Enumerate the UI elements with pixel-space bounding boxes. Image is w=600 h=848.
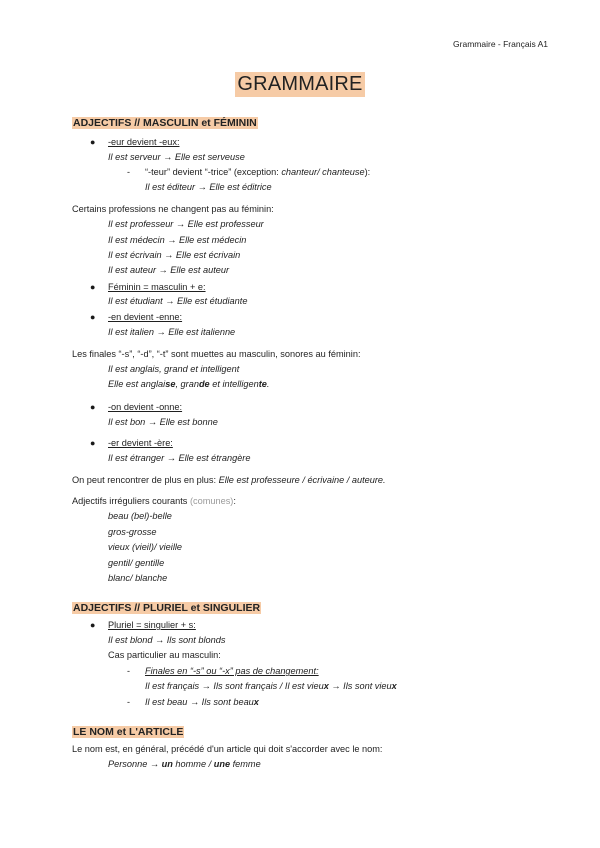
section-heading-masculin-feminin: ADJECTIFS // MASCULIN et FÉMININ: [73, 117, 257, 129]
bullet-dot: ●: [90, 282, 96, 292]
example-teur: Il est éditeur → Elle est éditrice: [145, 182, 272, 192]
rule-eur: -eur devient -eux:: [108, 137, 180, 147]
rule-pluriel: Pluriel = singulier + s:: [108, 620, 196, 630]
rule-finales-s-x: Finales en “-s” ou “-x” pas de changement:: [145, 666, 319, 676]
example-profession: Il est médecin → Elle est médecin: [108, 235, 247, 245]
rule-onne: -on devient -onne:: [108, 402, 183, 412]
example-profession: Il est écrivain → Elle est écrivain: [108, 250, 241, 260]
nom-intro: Le nom est, en général, précédé d'un article qui doit s'accorder avec le nom:: [72, 744, 383, 754]
example-article: Personne → un homme / une femme: [108, 759, 261, 769]
section-heading-nom-article: LE NOM et L'ARTICLE: [73, 726, 184, 738]
bullet-dot: ●: [90, 312, 96, 322]
section-heading-pluriel-singulier: ADJECTIFS // PLURIEL et SINGULIER: [73, 602, 261, 614]
example-profession: Il est professeur → Elle est professeur: [108, 219, 264, 229]
professions-intro: Certains professions ne changent pas au féminin:: [72, 204, 274, 214]
page-title: GRAMMAIRE: [237, 73, 363, 95]
irregular-adjectives-intro: Adjectifs irréguliers courants (comunes):: [72, 496, 236, 506]
finales-intro: Les finales “-s”, “-d”, “-t” sont muettes au masculin, sonores au féminin:: [72, 349, 361, 359]
bullet-dot: ●: [90, 137, 96, 147]
bullet-dash: -: [127, 666, 130, 676]
irregular-adjective: vieux (vieil)/ vieille: [108, 542, 183, 552]
rule-feminin-e: Féminin = masculin + e:: [108, 282, 206, 292]
bullet-dash: -: [127, 167, 130, 177]
bullet-dash: -: [127, 697, 130, 707]
example-eur: Il est serveur → Elle est serveuse: [108, 152, 245, 162]
special-case-intro: Cas particulier au masculin:: [108, 650, 221, 660]
example-pluriel: Il est blond → Ils sont blonds: [108, 635, 226, 645]
bullet-dot: ●: [90, 438, 96, 448]
example-finales-masculin: Il est anglais, grand et intelligent: [108, 364, 240, 374]
example-finales-s-x: Il est français → Ils sont français / Il est vieux → Ils sont vieux: [145, 681, 397, 691]
irregular-adjective: beau (bel)-belle: [108, 511, 172, 521]
irregular-adjective: gros-grosse: [108, 527, 157, 537]
example-feminin-e: Il est étudiant → Elle est étudiante: [108, 296, 248, 306]
page-header: Grammaire - Français A1: [453, 39, 548, 49]
rule-teur: “-teur” devient “-trice” (exception: chanteur/ chanteuse):: [145, 167, 371, 177]
example-beaux: Il est beau → Ils sont beaux: [145, 697, 259, 707]
example-profession: Il est auteur → Elle est auteur: [108, 265, 230, 275]
rule-enne: -en devient -enne:: [108, 312, 183, 322]
bullet-dot: ●: [90, 402, 96, 412]
irregular-adjective: gentil/ gentille: [108, 558, 165, 568]
feminine-new-forms: On peut rencontrer de plus en plus: Elle est professeure / écrivaine / auteure.: [72, 475, 386, 485]
example-ere: Il est étranger → Elle est étrangère: [108, 453, 251, 463]
example-finales-feminin: Elle est anglaise, grande et intelligente.: [108, 379, 270, 389]
bullet-dot: ●: [90, 620, 96, 630]
rule-ere: -er devient -ère:: [108, 438, 173, 448]
example-enne: Il est italien → Elle est italienne: [108, 327, 236, 337]
irregular-adjective: blanc/ blanche: [108, 573, 168, 583]
example-onne: Il est bon → Elle est bonne: [108, 417, 218, 427]
